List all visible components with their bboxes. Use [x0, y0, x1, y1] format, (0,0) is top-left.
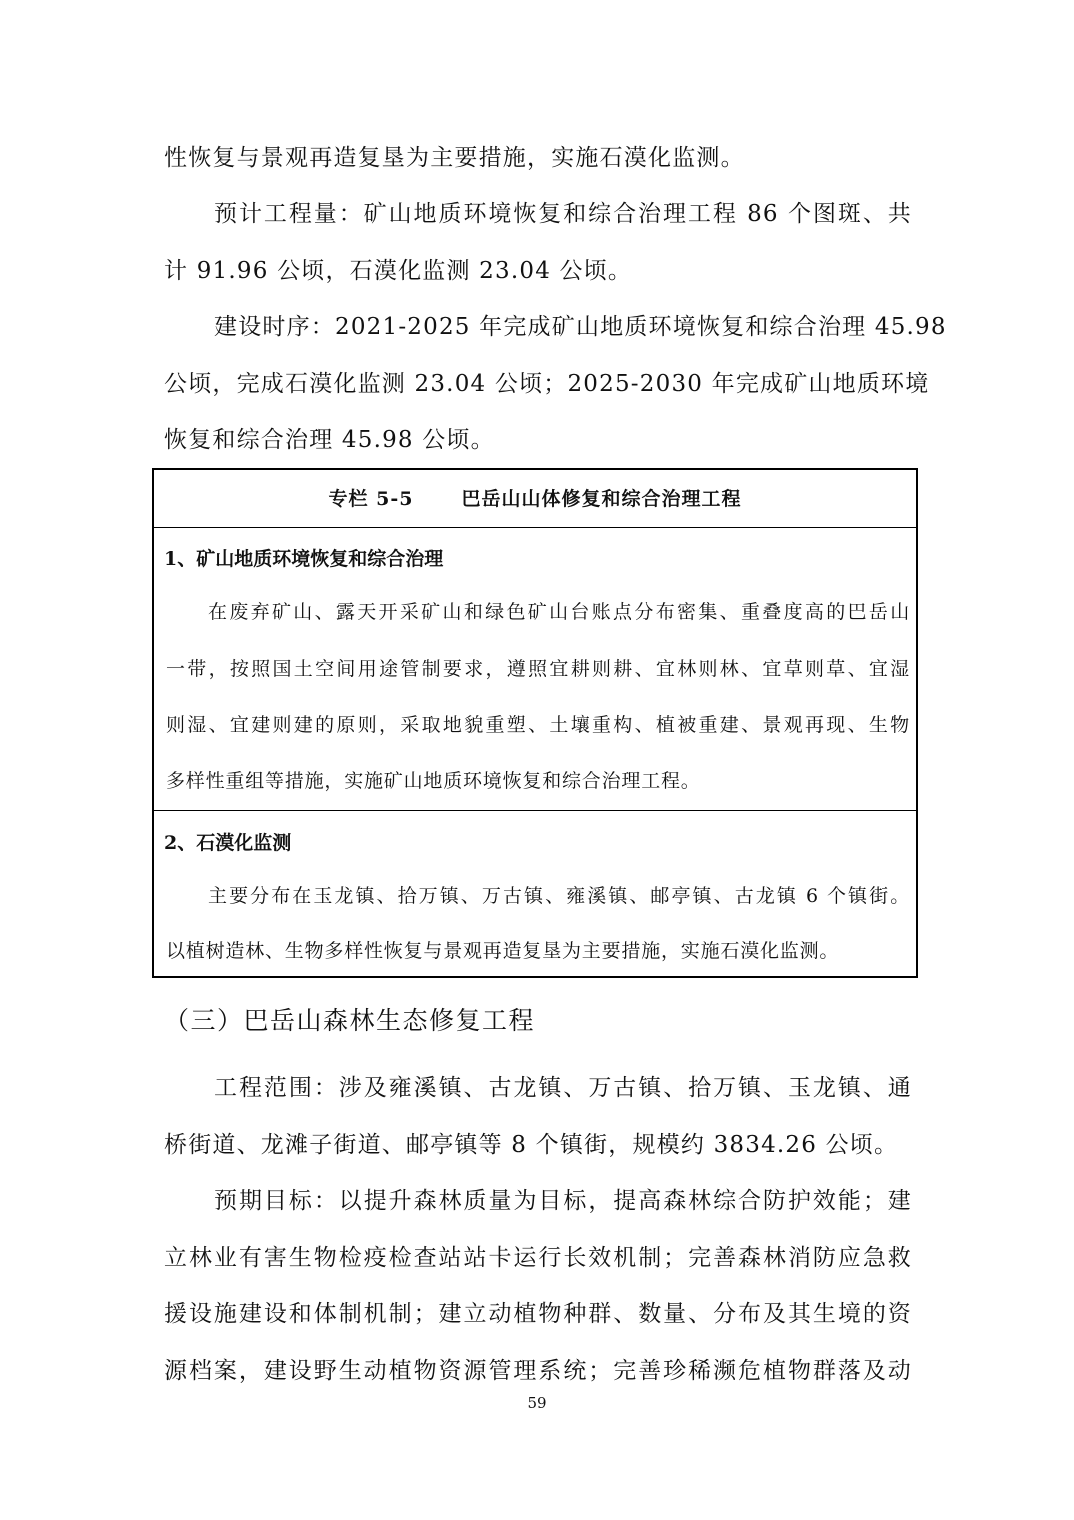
box-text-line: 主要分布在玉龙镇、拾万镇、万古镇、雍溪镇、邮亭镇、古龙镇 6 个镇街。 — [208, 885, 910, 907]
page-number: 59 — [527, 1394, 547, 1412]
box-divider — [154, 527, 916, 528]
paragraph-line: 工程范围：涉及雍溪镇、古龙镇、万古镇、拾万镇、玉龙镇、通 — [214, 1075, 912, 1101]
paragraph-line: 桥街道、龙滩子街道、邮亭镇等 8 个镇街，规模约 3834.26 公顷。 — [164, 1132, 899, 1158]
paragraph-line: 公顷，完成石漠化监测 23.04 公顷；2025-2030 年完成矿山地质环境 — [164, 371, 930, 397]
paragraph-line: 建设时序：2021-2025 年完成矿山地质环境恢复和综合治理 45.98 — [214, 314, 947, 340]
box-title-text: 巴岳山山体修复和综合治理工程 — [461, 488, 742, 510]
box-section-heading: 1、矿山地质环境恢复和综合治理 — [164, 548, 444, 570]
paragraph-line: 恢复和综合治理 45.98 公顷。 — [164, 427, 495, 453]
box-text-line: 一带，按照国土空间用途管制要求，遵照宜耕则耕、宜林则林、宜草则草、宜湿 — [166, 658, 910, 680]
box-text-line: 多样性重组等措施，实施矿山地质环境恢复和综合治理工程。 — [166, 770, 701, 792]
paragraph-line: 预计工程量：矿山地质环境恢复和综合治理工程 86 个图斑、共 — [214, 201, 912, 227]
box-divider — [154, 810, 916, 811]
paragraph-line: 立林业有害生物检疫检查站站卡运行长效机制；完善森林消防应急救 — [164, 1245, 912, 1271]
box-title-code: 专栏 5-5 — [328, 488, 414, 510]
paragraph-line: 源档案，建设野生动植物资源管理系统；完善珍稀濒危植物群落及动 — [164, 1358, 912, 1384]
paragraph-line: 预期目标：以提升森林质量为目标，提高森林综合防护效能；建 — [214, 1188, 912, 1214]
feature-box — [152, 468, 918, 978]
box-text-line: 在废弃矿山、露天开采矿山和绿色矿山台账点分布密集、重叠度高的巴岳山 — [208, 601, 910, 623]
box-text-line: 则湿、宜建则建的原则，采取地貌重塑、土壤重构、植被重建、景观再现、生物 — [166, 714, 910, 736]
box-title — [154, 484, 916, 511]
box-text-line: 以植树造林、生物多样性恢复与景观再造复垦为主要措施，实施石漠化监测。 — [166, 940, 840, 962]
box-section-heading: 2、石漠化监测 — [164, 832, 292, 854]
section-heading: （三）巴岳山森林生态修复工程 — [164, 1006, 536, 1035]
paragraph-line: 计 91.96 公顷，石漠化监测 23.04 公顷。 — [164, 258, 633, 284]
paragraph-line: 援设施建设和体制机制；建立动植物种群、数量、分布及其生境的资 — [164, 1301, 912, 1327]
paragraph-line: 性恢复与景观再造复垦为主要措施，实施石漠化监测。 — [164, 145, 745, 171]
